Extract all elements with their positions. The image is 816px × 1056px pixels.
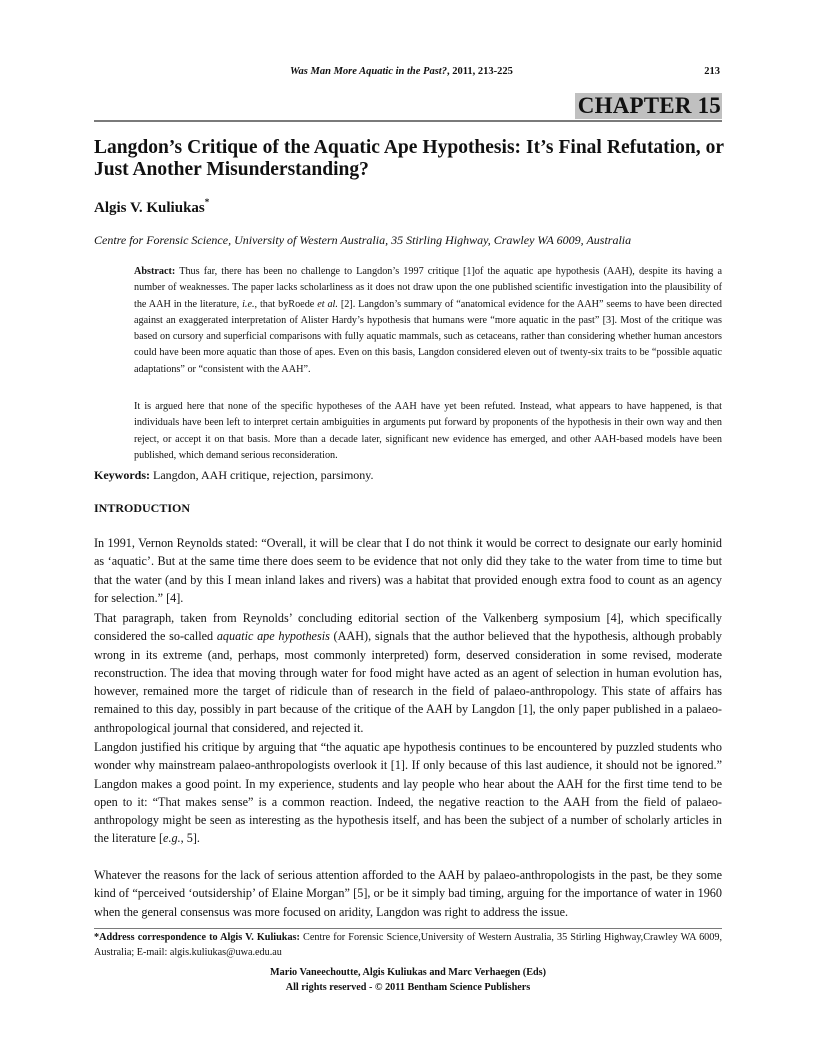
- body-emphasis: e.g.: [163, 831, 181, 846]
- body-paragraph: [94, 609, 722, 737]
- footnote-label: *Address correspondence to Algis V. Kuliukas:: [94, 932, 300, 943]
- body-paragraph: [94, 738, 722, 848]
- abstract-text: Thus far, there has been no challenge to Langdon’s 1997 critique [1]of the aquatic ape hypothesis (AAH), despite its having a number of weaknesses. The paper lacks scholarliness as it does not draw upon the one published scientific investigation into the plausibility of the AAH in the literature,: [134, 266, 722, 310]
- abstract: [134, 264, 722, 378]
- body-text: (AAH), signals that the author believed that the hypothesis, although probably wrong in its extreme (and, perhaps, most commonly interpreted) form, deserved consideration in some revised, moderate reconstruction. The idea that moving through water for food might have acted as an agent of selection in human evolution has, however, remained more the target of ridicule than of research in the field of palaeo-anthropology. This state of affairs has remained to this day, possibly in part because of the critique of the AAH by Langdon [1], the only paper published in a palaeo-anthropological journal that considered, and rejected it.: [94, 629, 722, 735]
- journal-details: , 2011, 213-225: [446, 66, 513, 77]
- body-emphasis: aquatic ape hypothesis: [216, 629, 330, 644]
- rights-line: All rights reserved - © 2011 Bentham Science Publishers: [285, 981, 531, 993]
- affiliation: Centre for Forensic Science, University of Western Australia, 35 Stirling Highway, Crawley WA 6009, Australia: [94, 233, 632, 247]
- abstract-text: It is argued here that none of the specific hypotheses of the AAH have yet been refuted. Instead, what appears to have happened, is that individuals have been left to interpret certain ambiguities in arguments put forward by proponents of the hypothesis in their own way and then reject, or accept it on that basis. More than a decade later, significant new evidence has emerged, and other AAH-based models have been published, which demand serious reconsideration.: [134, 401, 722, 461]
- chapter-label: CHAPTER 15: [575, 93, 722, 119]
- publisher-info: [94, 966, 722, 995]
- body-paragraph: Whatever the reasons for the lack of serious attention afforded to the AAH by palaeo-anthropologists in the past, be they some kind of “perceived ‘outsidership’ of Elaine Morgan” [5], or be it simply bad timing, arguing for the importance of water in 1960 when the general consensus was more focused on aridity, Langdon was right to address the issue.: [94, 868, 722, 919]
- body-text: That paragraph, taken from Reynolds’ concluding editorial section of the Valkenberg symposium [4], which specifically considered the so-called: [94, 611, 722, 644]
- abstract-text: [2]. Langdon’s summary of “anatomical evidence for the AAH” seems to have been directed against an exaggerated interpretation of Alister Hardy’s hypothesis that humans were “more aquatic in the past” [3]. Most of the critique was based on cursory and superficial comparisons with fully aquatic mammals, such as cetaceans, rather than considering whether human ancestors could have been more aquatic than those of apes. Even on this basis, Langdon considered eleven out of twenty-six traits to be “possible aquatic adaptations” or “consistent with the AAH”.: [134, 298, 723, 375]
- abstract-paragraph: [134, 264, 722, 378]
- section-heading: INTRODUCTION: [94, 501, 191, 515]
- correspondence-footnote: [94, 931, 722, 960]
- journal-title: Was Man More Aquatic in the Past?: [290, 66, 447, 77]
- abstract-text: i.e.: [242, 298, 255, 310]
- keywords-value: Langdon, AAH critique, rejection, parsimony.: [150, 468, 374, 482]
- body-text: Langdon justified his critique by arguing that “the aquatic ape hypothesis continues to be encountered by puzzled students who wonder why mainstream palaeo-anthropologists overlook it [1]. If only because of this last audience, it should not be ignored.” Langdon makes a good point. In my experience, students and lay people who hear about the AAH for the first time tend to be open to it: “That makes sense” is a common reaction. Indeed, the negative reaction to the AAH from the field of palaeo-anthropology might be seen as interesting as the hypothesis itself, and has been the subject of a number of scholarly articles in the literature [: [94, 740, 722, 846]
- abstract-text: , that byRoede: [254, 298, 318, 310]
- author-footnote-mark: *: [204, 197, 210, 207]
- page-number: 213: [704, 66, 720, 77]
- body-text: , 5].: [180, 831, 200, 846]
- footnote-rule: [94, 928, 722, 929]
- keywords-label: Keywords:: [94, 468, 150, 482]
- header-rule: [94, 120, 722, 122]
- author-line: [94, 197, 209, 217]
- journal-citation: [290, 66, 513, 77]
- author-name: Algis V. Kuliukas: [94, 200, 205, 216]
- abstract-paragraph-2: [134, 399, 722, 464]
- editors-line: Mario Vaneechoutte, Algis Kuliukas and Marc Verhaegen (Eds): [269, 967, 547, 978]
- abstract-label: Abstract:: [134, 266, 176, 277]
- footnote-text: Centre for Forensic Science,University of Western Australia, 35 Stirling Highway,Crawley WA 6009, Australia; E-mail: algis.kuliukas@uwa.edu.au: [94, 932, 722, 958]
- keywords: [94, 468, 374, 483]
- abstract-text: et al.: [317, 298, 338, 310]
- article-title: Langdon’s Critique of the Aquatic Ape Hypothesis: It’s Final Refutation, or Just Another Misunderstanding?: [94, 137, 724, 180]
- body-paragraph: In 1991, Vernon Reynolds stated: “Overall, it will be clear that I do not think it would be correct to designate our early hominid as ‘aquatic’. But at the same time there does seem to be evidence that not only did they take to the water from time to time but that the water (and by this I mean inland lakes and rivers) was a habitat that provided enough extra food to count as an agency for selection.” [4].: [94, 536, 722, 605]
